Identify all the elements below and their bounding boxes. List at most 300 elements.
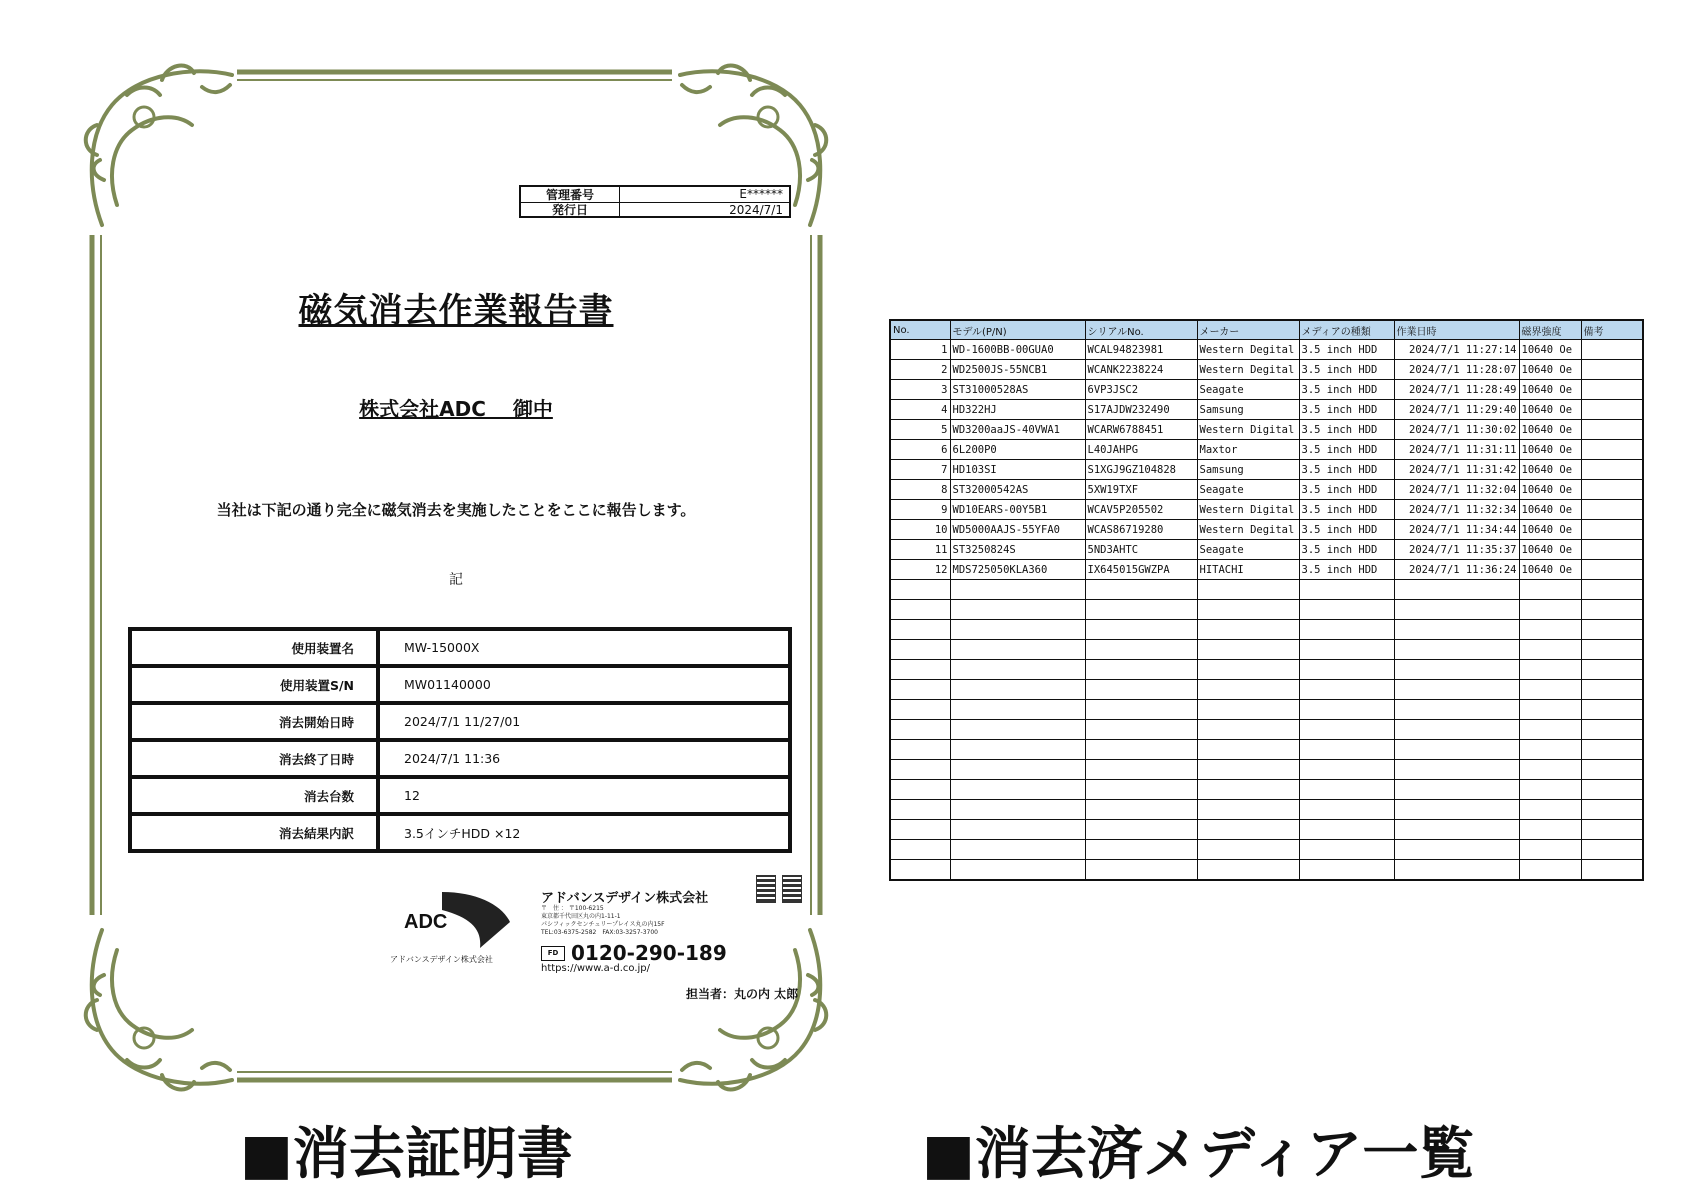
table-row	[890, 480, 1643, 500]
cell-field-strength: 10640 Oe	[1519, 440, 1581, 460]
adc-logo-text: ADC	[404, 911, 448, 933]
empty-cell	[950, 820, 1085, 840]
empty-cell	[1299, 740, 1394, 760]
empty-cell	[1197, 680, 1299, 700]
empty-cell	[1085, 720, 1197, 740]
empty-cell	[1197, 640, 1299, 660]
empty-cell	[1394, 740, 1519, 760]
empty-cell	[1581, 600, 1643, 620]
erase-end-label: 消去終了日時	[130, 740, 378, 777]
table-row	[890, 460, 1643, 480]
cell-model: MDS725050KLA360	[950, 560, 1085, 580]
cell-media-type: 3.5 inch HDD	[1299, 460, 1394, 480]
issue-date-label: 発行日	[521, 203, 620, 218]
empty-cell	[1299, 820, 1394, 840]
cell-model: HD322HJ	[950, 400, 1085, 420]
certificate-detail-table	[128, 627, 792, 853]
empty-cell	[950, 860, 1085, 881]
table-row	[130, 703, 790, 740]
empty-cell	[1519, 680, 1581, 700]
cell-remarks	[1581, 440, 1643, 460]
table-row	[130, 629, 790, 666]
empty-cell	[1085, 760, 1197, 780]
cell-work-datetime: 2024/7/1 11:28:49	[1394, 380, 1519, 400]
empty-cell	[1394, 860, 1519, 881]
cell-no: 7	[890, 460, 950, 480]
cell-field-strength: 10640 Oe	[1519, 560, 1581, 580]
empty-cell	[1299, 780, 1394, 800]
cell-media-type: 3.5 inch HDD	[1299, 340, 1394, 360]
empty-cell	[950, 620, 1085, 640]
empty-cell	[890, 780, 950, 800]
cell-field-strength: 10640 Oe	[1519, 340, 1581, 360]
cell-remarks	[1581, 560, 1643, 580]
empty-cell	[1085, 740, 1197, 760]
empty-cell	[1394, 700, 1519, 720]
logo-company-subtitle: アドバンスデザイン株式会社	[390, 955, 493, 964]
cell-no: 1	[890, 340, 950, 360]
device-serial-value: MW01140000	[378, 666, 790, 703]
media-table-body	[890, 340, 1643, 881]
cell-media-type: 3.5 inch HDD	[1299, 500, 1394, 520]
empty-cell	[1581, 740, 1643, 760]
cell-serial: IX645015GWZPA	[1085, 560, 1197, 580]
empty-cell	[1394, 580, 1519, 600]
empty-cell	[890, 680, 950, 700]
empty-table-row	[890, 640, 1643, 660]
cell-field-strength: 10640 Oe	[1519, 400, 1581, 420]
cell-maker: Seagate	[1197, 540, 1299, 560]
empty-cell	[890, 860, 950, 881]
empty-cell	[1085, 780, 1197, 800]
empty-cell	[1197, 700, 1299, 720]
empty-cell	[1299, 860, 1394, 881]
cell-serial: WCAL94823981	[1085, 340, 1197, 360]
erased-media-table	[889, 319, 1644, 881]
empty-cell	[1519, 840, 1581, 860]
cell-work-datetime: 2024/7/1 11:29:40	[1394, 400, 1519, 420]
empty-cell	[950, 720, 1085, 740]
cell-no: 12	[890, 560, 950, 580]
empty-cell	[1394, 600, 1519, 620]
empty-cell	[1394, 720, 1519, 740]
empty-cell	[1197, 800, 1299, 820]
col-header-media-type: メディアの種類	[1299, 320, 1394, 340]
cell-remarks	[1581, 360, 1643, 380]
cell-remarks	[1581, 460, 1643, 480]
empty-cell	[890, 700, 950, 720]
empty-cell	[1519, 720, 1581, 740]
empty-cell	[1197, 660, 1299, 680]
empty-cell	[950, 760, 1085, 780]
empty-cell	[890, 820, 950, 840]
empty-table-row	[890, 800, 1643, 820]
empty-table-row	[890, 740, 1643, 760]
empty-cell	[1197, 780, 1299, 800]
empty-cell	[1197, 860, 1299, 881]
empty-table-row	[890, 760, 1643, 780]
empty-cell	[1085, 820, 1197, 840]
empty-table-row	[890, 860, 1643, 881]
empty-cell	[1581, 800, 1643, 820]
empty-cell	[1299, 840, 1394, 860]
cell-model: WD3200aaJS-40VWA1	[950, 420, 1085, 440]
cell-maker: HITACHI	[1197, 560, 1299, 580]
empty-cell	[1085, 840, 1197, 860]
cell-model: WD2500JS-55NCB1	[950, 360, 1085, 380]
empty-cell	[1581, 640, 1643, 660]
cell-remarks	[1581, 400, 1643, 420]
empty-cell	[950, 740, 1085, 760]
empty-cell	[1581, 860, 1643, 881]
cell-no: 4	[890, 400, 950, 420]
empty-table-row	[890, 600, 1643, 620]
cell-media-type: 3.5 inch HDD	[1299, 520, 1394, 540]
management-number-value: E******	[739, 187, 783, 202]
certification-marks	[756, 875, 802, 903]
cell-media-type: 3.5 inch HDD	[1299, 360, 1394, 380]
empty-cell	[1581, 580, 1643, 600]
table-row	[890, 560, 1643, 580]
cell-model: 6L200P0	[950, 440, 1085, 460]
empty-cell	[950, 580, 1085, 600]
cell-no: 10	[890, 520, 950, 540]
erase-count-value: 12	[378, 777, 790, 814]
empty-cell	[1299, 640, 1394, 660]
caption-erasure-certificate: ■消去証明書	[240, 1122, 573, 1187]
cell-maker: Seagate	[1197, 380, 1299, 400]
empty-table-row	[890, 660, 1643, 680]
cell-maker: Western Degital	[1197, 340, 1299, 360]
empty-cell	[950, 780, 1085, 800]
empty-cell	[1085, 700, 1197, 720]
cell-serial: S17AJDW232490	[1085, 400, 1197, 420]
table-row	[890, 340, 1643, 360]
empty-cell	[1197, 760, 1299, 780]
empty-cell	[890, 580, 950, 600]
cell-remarks	[1581, 500, 1643, 520]
cell-remarks	[1581, 520, 1643, 540]
table-row	[890, 380, 1643, 400]
empty-cell	[1299, 720, 1394, 740]
cell-serial: S1XGJ9GZ104828	[1085, 460, 1197, 480]
caption-erased-media-list: ■消去済メディア一覧	[922, 1122, 1475, 1187]
empty-cell	[1085, 640, 1197, 660]
col-header-maker: メーカー	[1197, 320, 1299, 340]
cell-media-type: 3.5 inch HDD	[1299, 560, 1394, 580]
cell-media-type: 3.5 inch HDD	[1299, 540, 1394, 560]
cell-work-datetime: 2024/7/1 11:27:14	[1394, 340, 1519, 360]
cell-field-strength: 10640 Oe	[1519, 380, 1581, 400]
table-row	[130, 777, 790, 814]
address-line: 東京都千代田区丸の内1-11-1	[541, 913, 621, 920]
empty-cell	[1581, 660, 1643, 680]
cell-no: 3	[890, 380, 950, 400]
cell-model: WD10EARS-00Y5B1	[950, 500, 1085, 520]
cell-media-type: 3.5 inch HDD	[1299, 400, 1394, 420]
certification-mark-icon	[756, 875, 776, 903]
cell-no: 11	[890, 540, 950, 560]
cell-model: WD5000AAJS-55YFA0	[950, 520, 1085, 540]
cell-remarks	[1581, 380, 1643, 400]
cell-model: WD-1600BB-00GUA0	[950, 340, 1085, 360]
empty-cell	[1299, 600, 1394, 620]
empty-cell	[1085, 860, 1197, 881]
empty-cell	[1581, 720, 1643, 740]
empty-cell	[1394, 820, 1519, 840]
empty-cell	[890, 640, 950, 660]
cell-model: HD103SI	[950, 460, 1085, 480]
empty-cell	[950, 660, 1085, 680]
cell-remarks	[1581, 340, 1643, 360]
cell-field-strength: 10640 Oe	[1519, 480, 1581, 500]
empty-cell	[1299, 580, 1394, 600]
table-row	[890, 360, 1643, 380]
empty-table-row	[890, 820, 1643, 840]
empty-cell	[1299, 660, 1394, 680]
empty-cell	[1394, 760, 1519, 780]
empty-cell	[1519, 640, 1581, 660]
certificate-title: 磁気消去作業報告書	[298, 291, 614, 331]
col-header-field-strength: 磁界強度	[1519, 320, 1581, 340]
empty-cell	[1085, 800, 1197, 820]
device-serial-label: 使用装置S/N	[130, 666, 378, 703]
empty-cell	[1085, 660, 1197, 680]
empty-cell	[1519, 760, 1581, 780]
cell-maker: Western Digital	[1197, 500, 1299, 520]
cell-serial: WCAS86719280	[1085, 520, 1197, 540]
empty-cell	[890, 840, 950, 860]
empty-table-row	[890, 700, 1643, 720]
table-row	[130, 814, 790, 851]
erase-start-label: 消去開始日時	[130, 703, 378, 740]
empty-cell	[1519, 660, 1581, 680]
cell-field-strength: 10640 Oe	[1519, 360, 1581, 380]
empty-cell	[950, 800, 1085, 820]
empty-cell	[1581, 680, 1643, 700]
empty-cell	[1519, 600, 1581, 620]
empty-cell	[1519, 780, 1581, 800]
phone-number: 0120-290-189	[571, 941, 727, 965]
cell-work-datetime: 2024/7/1 11:31:42	[1394, 460, 1519, 480]
certificate-ki-mark: 記	[449, 572, 463, 588]
empty-cell	[1085, 620, 1197, 640]
certificate-statement: 当社は下記の通り完全に磁気消去を実施したことをここに報告します。	[216, 501, 696, 519]
cell-work-datetime: 2024/7/1 11:35:37	[1394, 540, 1519, 560]
cell-serial: L40JAHPG	[1085, 440, 1197, 460]
cell-model: ST32000542AS	[950, 480, 1085, 500]
empty-cell	[1394, 640, 1519, 660]
empty-cell	[1085, 580, 1197, 600]
empty-table-row	[890, 780, 1643, 800]
table-row	[890, 400, 1643, 420]
empty-cell	[1394, 840, 1519, 860]
empty-cell	[1394, 780, 1519, 800]
erase-result-label: 消去結果内訳	[130, 814, 378, 851]
table-row	[890, 420, 1643, 440]
cell-field-strength: 10640 Oe	[1519, 540, 1581, 560]
management-number-label: 管理番号	[521, 187, 620, 202]
cell-field-strength: 10640 Oe	[1519, 420, 1581, 440]
cell-media-type: 3.5 inch HDD	[1299, 480, 1394, 500]
erasure-certificate	[82, 55, 830, 1100]
empty-cell	[1581, 840, 1643, 860]
empty-cell	[1197, 720, 1299, 740]
staff-in-charge: 担当者：丸の内 太郎	[686, 987, 799, 1001]
cell-maker: Maxtor	[1197, 440, 1299, 460]
cell-maker: Samsung	[1197, 460, 1299, 480]
empty-cell	[1519, 580, 1581, 600]
empty-cell	[1581, 620, 1643, 640]
col-header-work-datetime: 作業日時	[1394, 320, 1519, 340]
empty-cell	[1085, 600, 1197, 620]
empty-cell	[950, 640, 1085, 660]
empty-cell	[1197, 600, 1299, 620]
cell-field-strength: 10640 Oe	[1519, 500, 1581, 520]
cell-media-type: 3.5 inch HDD	[1299, 420, 1394, 440]
cell-work-datetime: 2024/7/1 11:36:24	[1394, 560, 1519, 580]
empty-cell	[1519, 700, 1581, 720]
empty-cell	[1581, 760, 1643, 780]
empty-cell	[1299, 700, 1394, 720]
empty-cell	[950, 680, 1085, 700]
cell-maker: Seagate	[1197, 480, 1299, 500]
cell-no: 6	[890, 440, 950, 460]
empty-cell	[1299, 680, 1394, 700]
freedial-icon: FD	[541, 946, 565, 961]
empty-cell	[890, 740, 950, 760]
empty-cell	[890, 600, 950, 620]
company-name: アドバンスデザイン株式会社	[541, 891, 709, 906]
table-row	[890, 540, 1643, 560]
table-header-row	[890, 320, 1643, 340]
empty-cell	[1299, 760, 1394, 780]
cell-maker: Western Degital	[1197, 360, 1299, 380]
empty-cell	[1197, 580, 1299, 600]
empty-cell	[1519, 620, 1581, 640]
empty-table-row	[890, 620, 1643, 640]
issue-date-value: 2024/7/1	[729, 202, 783, 217]
cell-serial: WCANK2238224	[1085, 360, 1197, 380]
empty-cell	[950, 700, 1085, 720]
cell-remarks	[1581, 420, 1643, 440]
cell-remarks	[1581, 480, 1643, 500]
col-header-remarks: 備考	[1581, 320, 1643, 340]
empty-cell	[1197, 840, 1299, 860]
col-header-no: No.	[890, 320, 950, 340]
empty-cell	[1519, 740, 1581, 760]
empty-cell	[950, 600, 1085, 620]
col-header-serial: シリアルNo.	[1085, 320, 1197, 340]
erase-start-value: 2024/7/1 11/27/01	[378, 703, 790, 740]
empty-cell	[890, 800, 950, 820]
empty-cell	[1581, 780, 1643, 800]
cell-field-strength: 10640 Oe	[1519, 520, 1581, 540]
certification-mark-icon	[782, 875, 802, 903]
empty-cell	[1394, 680, 1519, 700]
cell-maker: Samsung	[1197, 400, 1299, 420]
erase-end-value: 2024/7/1 11:36	[378, 740, 790, 777]
erase-result-value: 3.5インチHDD ×12	[378, 814, 790, 851]
cell-remarks	[1581, 540, 1643, 560]
cell-serial: 5ND3AHTC	[1085, 540, 1197, 560]
cell-work-datetime: 2024/7/1 11:28:07	[1394, 360, 1519, 380]
erase-count-label: 消去台数	[130, 777, 378, 814]
table-row	[130, 740, 790, 777]
empty-cell	[1299, 800, 1394, 820]
empty-cell	[1581, 700, 1643, 720]
company-url[interactable]: https://www.a-d.co.jp/	[541, 963, 651, 974]
cell-field-strength: 10640 Oe	[1519, 460, 1581, 480]
table-row	[890, 500, 1643, 520]
empty-cell	[1197, 740, 1299, 760]
cell-serial: WCAV5P205502	[1085, 500, 1197, 520]
empty-cell	[1519, 800, 1581, 820]
address-line: 〒 住 ： 〒100-6215	[541, 905, 604, 912]
empty-cell	[1581, 820, 1643, 840]
cell-serial: 5XW19TXF	[1085, 480, 1197, 500]
cell-no: 5	[890, 420, 950, 440]
cell-media-type: 3.5 inch HDD	[1299, 380, 1394, 400]
empty-cell	[1085, 680, 1197, 700]
cell-work-datetime: 2024/7/1 11:34:44	[1394, 520, 1519, 540]
empty-cell	[1197, 820, 1299, 840]
col-header-model: モデル(P/N)	[950, 320, 1085, 340]
empty-cell	[890, 760, 950, 780]
address-line: パシフィックセンチュリープレイス丸の内15F	[541, 921, 665, 928]
cell-maker: Western Digital	[1197, 420, 1299, 440]
table-row	[130, 666, 790, 703]
empty-cell	[1394, 620, 1519, 640]
empty-cell	[1394, 800, 1519, 820]
adc-logo	[402, 890, 512, 950]
cell-no: 9	[890, 500, 950, 520]
cell-maker: Western Degital	[1197, 520, 1299, 540]
cell-work-datetime: 2024/7/1 11:32:34	[1394, 500, 1519, 520]
empty-cell	[950, 840, 1085, 860]
empty-table-row	[890, 840, 1643, 860]
cell-no: 8	[890, 480, 950, 500]
empty-table-row	[890, 720, 1643, 740]
device-name-value: MW-15000X	[378, 629, 790, 666]
cell-serial: 6VP3JSC2	[1085, 380, 1197, 400]
empty-cell	[1519, 860, 1581, 881]
empty-cell	[1519, 820, 1581, 840]
empty-cell	[1299, 620, 1394, 640]
table-row	[890, 520, 1643, 540]
empty-cell	[890, 660, 950, 680]
cell-model: ST31000528AS	[950, 380, 1085, 400]
cell-serial: WCARW6788451	[1085, 420, 1197, 440]
management-number-box	[519, 185, 791, 218]
cell-work-datetime: 2024/7/1 11:30:02	[1394, 420, 1519, 440]
table-row	[890, 440, 1643, 460]
cell-media-type: 3.5 inch HDD	[1299, 440, 1394, 460]
address-line: TEL:03-6375-2582 FAX:03-3257-3700	[541, 929, 658, 936]
empty-cell	[890, 720, 950, 740]
cell-model: ST3250824S	[950, 540, 1085, 560]
cell-no: 2	[890, 360, 950, 380]
empty-cell	[1197, 620, 1299, 640]
company-address	[541, 905, 665, 937]
cell-work-datetime: 2024/7/1 11:32:04	[1394, 480, 1519, 500]
cell-work-datetime: 2024/7/1 11:31:11	[1394, 440, 1519, 460]
empty-cell	[1394, 660, 1519, 680]
company-phone	[541, 941, 727, 965]
certificate-recipient: 株式会社ADC 御中	[359, 397, 553, 421]
empty-table-row	[890, 580, 1643, 600]
empty-cell	[890, 620, 950, 640]
